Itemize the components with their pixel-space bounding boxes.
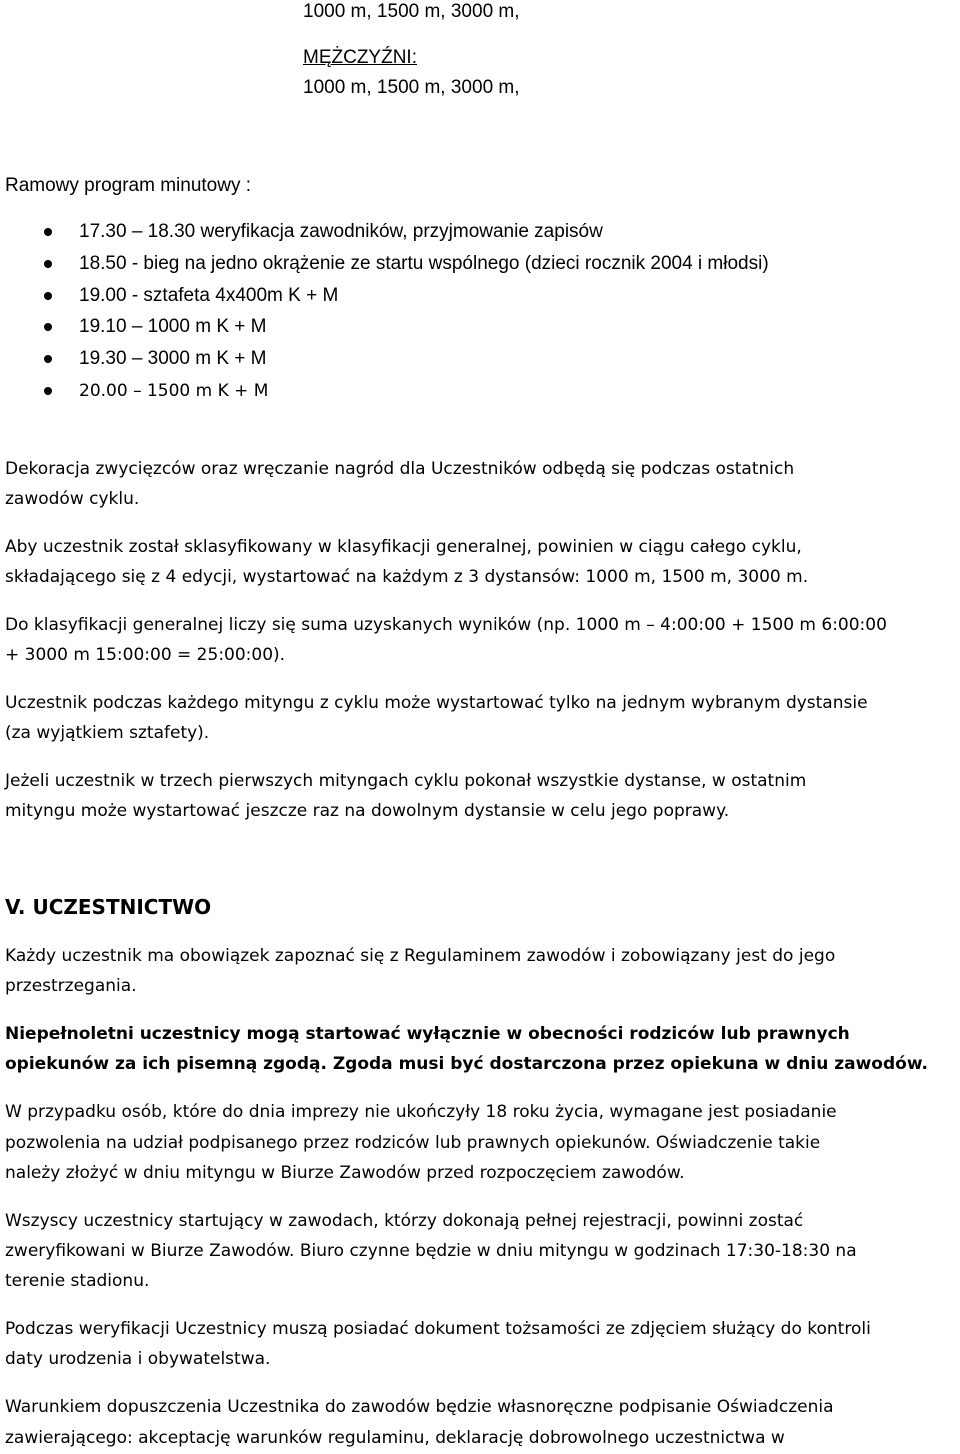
schedule-item-text: 20.00 – 1500 m K + M [79, 381, 269, 401]
paragraph-line: składającego się z 4 edycji, wystartować na każdym z 3 dystansów: 1000 m, 1500 m, 3000 m. [5, 567, 809, 587]
schedule-item-text: 18.50 - bieg na jedno okrążenie ze startu wspólnego (dzieci rocznik 2004 i młodsi) [79, 253, 769, 274]
bullet-icon [44, 387, 52, 395]
women-distances: 1000 m, 1500 m, 3000 m, [303, 1, 520, 22]
paragraph-line: + 3000 m 15:00:00 = 25:00:00). [5, 645, 286, 665]
paragraph-line: przestrzegania. [5, 976, 137, 996]
paragraph-line: Dekoracja zwycięzców oraz wręczanie nagród dla Uczestników odbędą się podczas ostatnich [5, 459, 795, 479]
paragraph-line: Wszyscy uczestnicy startujący w zawodach, którzy dokonają pełnej rejestracji, powinni zostać [5, 1211, 804, 1231]
paragraph-line: W przypadku osób, które do dnia imprezy nie ukończyły 18 roku życia, wymagane jest posiadanie [5, 1102, 837, 1122]
schedule-item-text: 19.10 – 1000 m K + M [79, 316, 267, 337]
men-heading: MĘŻCZYŹNI: [303, 47, 417, 68]
section-heading: V. UCZESTNICTWO [5, 895, 212, 919]
bullet-icon [44, 292, 52, 300]
paragraph-line: Podczas weryfikacji Uczestnicy muszą posiadać dokument tożsamości ze zdjęciem służący do kontroli [5, 1319, 871, 1339]
bullet-icon [44, 323, 52, 331]
men-distances: 1000 m, 1500 m, 3000 m, [303, 77, 520, 98]
paragraph-line: daty urodzenia i obywatelstwa. [5, 1349, 271, 1369]
paragraph-line: Do klasyfikacji generalnej liczy się suma uzyskanych wyników (np. 1000 m – 4:00:00 + 1500 m 6:00:00 [5, 615, 887, 635]
paragraph-line: Jeżeli uczestnik w trzech pierwszych mityngach cyklu pokonał wszystkie dystanse, w ostatnim [5, 771, 807, 791]
paragraph-line: opiekunów za ich pisemną zgodą. Zgoda musi być dostarczona przez opiekuna w dniu zawodów. [5, 1054, 928, 1074]
paragraph-line: zawierającego: akceptację warunków regulaminu, deklarację dobrowolnego uczestnictwa w [5, 1428, 785, 1448]
paragraph-line: Aby uczestnik został sklasyfikowany w klasyfikacji generalnej, powinien w ciągu całego cyklu, [5, 537, 802, 557]
paragraph-line: Warunkiem dopuszczenia Uczestnika do zawodów będzie własnoręczne podpisanie Oświadczenia [5, 1397, 834, 1417]
paragraph-line: Uczestnik podczas każdego mityngu z cyklu może wystartować tylko na jednym wybranym dystansie [5, 693, 868, 713]
paragraph-line: (za wyjątkiem sztafety). [5, 723, 210, 743]
paragraph-line: pozwolenia na udział podpisanego przez rodziców lub prawnych opiekunów. Oświadczenie takie [5, 1133, 821, 1153]
paragraph-line: Niepełnoletni uczestnicy mogą startować wyłącznie w obecności rodziców lub prawnych [5, 1024, 850, 1044]
paragraph-line: Każdy uczestnik ma obowiązek zapoznać się z Regulaminem zawodów i zobowiązany jest do jego [5, 946, 836, 966]
paragraph-line: zawodów cyklu. [5, 489, 140, 509]
paragraph-line: zweryfikowani w Biurze Zawodów. Biuro czynne będzie w dniu mityngu w godzinach 17:30-18:30 na [5, 1241, 857, 1261]
bullet-icon [44, 260, 52, 268]
paragraph-line: terenie stadionu. [5, 1271, 150, 1291]
schedule-item-text: 19.30 – 3000 m K + M [79, 348, 267, 369]
schedule-heading: Ramowy program minutowy : [5, 175, 252, 196]
paragraph-line: należy złożyć w dniu mityngu w Biurze Zawodów przed rozpoczęciem zawodów. [5, 1163, 685, 1183]
bullet-icon [44, 228, 52, 236]
schedule-item-text: 19.00 - sztafeta 4x400m K + M [79, 285, 339, 306]
paragraph-line: mityngu może wystartować jeszcze raz na dowolnym dystansie w celu jego poprawy. [5, 801, 730, 821]
schedule-item-text: 17.30 – 18.30 weryfikacja zawodników, przyjmowanie zapisów [79, 221, 603, 242]
bullet-icon [44, 355, 52, 363]
